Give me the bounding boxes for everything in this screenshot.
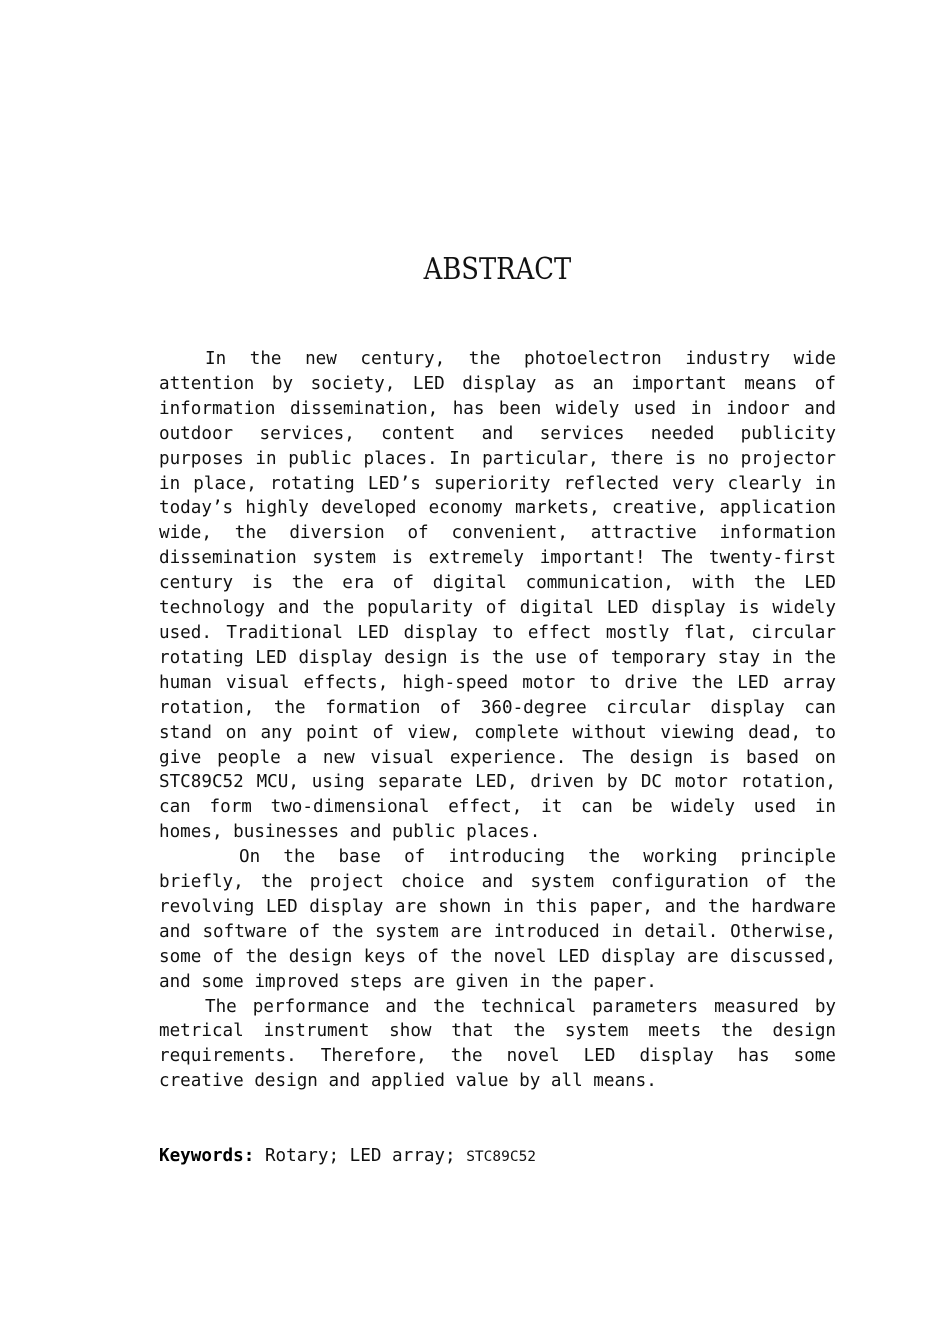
keywords-chip: STC89C52 (466, 1149, 537, 1165)
abstract-paragraph-3: The performance and the technical parameters measured by metrical instrument show that the system meets the design requirements. Therefore, the novel LED display has some creative design and applied value by all means. (159, 996, 836, 1092)
page-title: ABSTRACT (423, 252, 572, 287)
keywords-terms: Rotary; LED array; (264, 1146, 456, 1166)
abstract-body (159, 347, 836, 1094)
abstract-paragraph-1: In the new century, the photoelectron industry wide attention by society, LED display as an important means of information dissemination, has been widely used in indoor and outdoor services, content and services needed publicity purposes in public places. In particular, there is no projector in place, rotating LED’s superiority reflected very clearly in today’s highly developed economy markets, creative, application wide, the diversion of convenient, attractive information dissemination system is extremely important! The twenty-first century is the era of digital communication, with the LED technology and the popularity of digital LED display is widely used. Traditional LED display to effect mostly flat, circular rotating LED display design is the use of temporary stay in the human visual effects, high-speed motor to drive the LED array rotation, the formation of 360-degree circular display can stand on any point of view, complete without viewing dead, to give people a new visual experience. The design is based on STC89C52 MCU, using separate LED, driven by DC motor rotation, can form two-dimensional effect, it can be widely used in homes, businesses and public places. (159, 349, 836, 843)
keywords-label: Keywords: (159, 1146, 255, 1166)
abstract-paragraph-2: On the base of introducing the working principle briefly, the project choice and system configuration of the revolving LED display are shown in this paper, and the hardware and software of the system are introduced in detail. Otherwise, some of the design keys of the novel LED display are discussed, and some improved steps are given in the paper. (159, 847, 836, 992)
keywords-line (159, 1144, 536, 1170)
